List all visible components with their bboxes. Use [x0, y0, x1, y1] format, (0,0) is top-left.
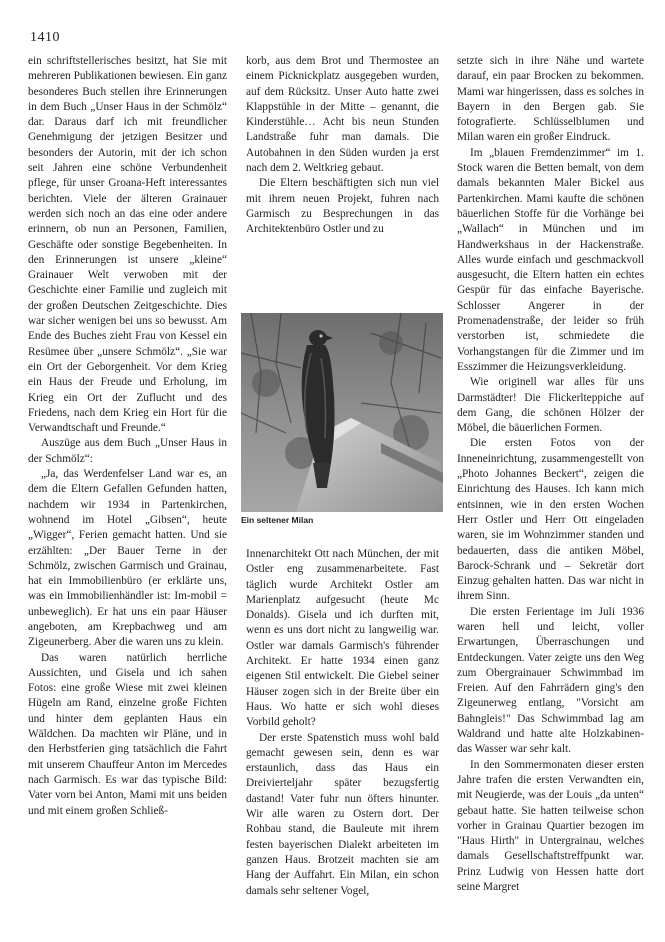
bird-photo-icon — [241, 313, 443, 512]
paragraph: Die ersten Fotos von der Inneneinrichtung, zusammengestellt von „Photo Johannes Beckert“, zeigen die Einrichtung des Hauses. Ich kann mich entsinnen, wie in den ersten Wochen Herr Ostler und Herr Ott eingeladen waren, sie im Wohnzimmer standen und bedauerten, dass die antiken Möbel, Barock-Schrank und – Sekretär dort Einzug gehalten hatten. Das war nicht in ihrem Sinn. — [457, 437, 644, 603]
paragraph: Der erste Spatenstich muss wohl bald gemacht gewesen sein, denn es war erstaunlich, dass das Haus ein Dreivierteljahr später bezugsfertig dastand! Vater fuhr nun öfters hinunter. Wir alle waren zu Ostern dort. Der Rohbau stand, die Bauleute mit ihrem festen bayerischen Dialekt arbeiteten im ganzen Haus. Brotzeit machten sie am Hang der Auffahrt. Ein Milan, ein schon damals sehr seltener Vogel, — [246, 731, 439, 897]
paragraph: Wie originell war alles für uns Darmstädter! Die Flickerlteppiche auf dem Gang, die schönen Hölzer der Möbel, die bäuerlichen Formen. — [457, 376, 644, 435]
text-column-2-bottom — [246, 547, 439, 899]
text-column-3 — [457, 54, 644, 895]
figure-caption: Ein seltener Milan — [241, 515, 314, 525]
paragraph: Die ersten Ferientage im Juli 1936 waren hell und leicht, voller Erwartungen, Überraschungen und Entdeckungen. Vater zeigte uns den Weg zum Obergrainauer Schwimmbad im Freien. Auf den Fahrrädern ging's den Zigeunerweg entlang, "Vorsicht am Bahngleis!" Das Schwimmbad lag am Waldrand und hatte alte Holzkabinen- das Wasser war sehr kalt. — [457, 605, 644, 756]
paragraph: ein schriftstellerisches besitzt, hat Sie mit mehreren Publikationen bewiesen. Ein ganz besonderes Buch stellen ihre Erinnerungen in dem Buch „Unser Haus in der Schmölz“ dar. Daraus darf ich mit freundlicher Genehmigung der jetzigen Besitzer und besonders der Autorin, mit der ich schon seit Jahren eine schöne Verbundenheit pflege, für unser Groana-Heft interessantes berichten. Viele der älteren Grainauer werden sich noch an das eine oder andere erinnern, ob nun an Personen, Familien, Geschäfte oder sonstige Begebenheiten. In den Erinnerungen ist unsere „kleine“ Grainauer Welt verwoben mit der Geschichte einer Familie und zugleich mit der großen Deutschen Zeitgeschichte. Dies war sicher wenigen bei uns so bewusst. Am Ende des Buches zieht Frau von Kessel ein Resümee über „unsere Schmölz“. „Sie war ein Ort der Geborgenheit. Vor dem Krieg ein Haus der Freude und Erholung, im Krieg ein Ort der Zuflucht und des Friedens, nach dem Krieg ein Hort für die Verwandtschaft und Freunde.“ — [28, 55, 227, 435]
paragraph: Auszüge aus dem Buch „Unser Haus in der Schmölz“: — [28, 437, 227, 465]
milan-photo — [241, 313, 443, 512]
paragraph: Das waren natürlich herrliche Aussichten, und Gisela und ich sahen Fotos: eine große Wiese mit zwei kleinen Hügeln am Rand, einzelne große Fichten und hinter dem geplanten Haus ein Wäldchen. Da machten wir Pläne, und in den Herbstferien ging tatsächlich die Fahrt mit unserem Chauffeur Anton im Mercedes nach Garmisch. Es war das typische Bild: Vater vorn bei Anton, Mami mit uns beiden und mit einem großen Schließ- — [28, 651, 227, 817]
paragraph: setzte sich in ihre Nähe und wartete darauf, ein paar Brocken zu bekommen. Mami war hingerissen, dass es solches in Bayern in den Bergen gab. Sie fotografierte. Schlüsselblumen und Milan waren ein großer Eindruck. — [457, 55, 644, 144]
paragraph: Die Eltern beschäftigten sich nun viel mit ihrem neuen Projekt, fuhren nach Garmisch zu Besprechungen in das Architektenbüro Ostler und zu — [246, 177, 439, 236]
text-column-2-top — [246, 54, 439, 238]
paragraph: In den Sommermonaten dieser ersten Jahre trafen die ersten Verwandten ein, mit Neugierde, was der Louis „da unten“ gebaut hatte. Sie hatten teilweise schon vorher in Grainau Quartier bezogen im "Haus Hirth" in Untergrainau, welches damals Gesellschaftstreffpunkt war. Prinz Ludwig von Hessen hatte dort seine Margret — [457, 758, 644, 894]
text-column-1 — [28, 54, 227, 819]
paragraph: „Ja, das Werdenfelser Land war es, an dem die Eltern Gefallen Gefunden hatten, nachdem wir 1934 in Partenkirchen, wohnend im Hotel „Gibsen“, heute „Wigger“, Ferien gemacht hatten. Und sie erzählten: „Der Bauer Terne in der Schmölz, zwischen Garmisch und Grainau, hat ein Immobilienbüro (er erklärte uns, was ein Immobilienhändler ist: Im-mobil = unbeweglich). Er hat uns ein paar Häuser angeboten, am Krepbachweg und am Zigeunerberg. Aber die waren uns zu klein. — [28, 468, 227, 649]
paragraph: Im „blauen Fremdenzimmer“ im 1. Stock waren die Betten bemalt, von dem damals bekannten Maler Bickel aus Partenkirchen. Mami kaufte die schönen bäuerlichen Stoffe für die Vorhänge bei „Wallach“ in München und im Handwerkshaus in der Hackenstraße. Alles wurde einfach und geschmackvoll ausgesucht, die Eltern hatten ein echtes Gespür für das einfache Bayerische. Schlosser Angerer in der Promenadenstraße, der leider so früh verstorben ist, schmiedete die Vorhangstangen für die Zimmer und im Esszimmer die Heizungsverkleidung. — [457, 146, 644, 373]
paragraph: Innenarchitekt Ott nach München, der mit Ostler eng zusammenarbeitete. Fast täglich wurde Architekt Ostler am Marienplatz aufgesucht (heute Mc Donalds). Gisela und ich durften mit, wenn es uns dort nicht zu langweilig war. Ostler war damals Garmisch's führender Architekt. Er hatte 1934 einen ganz eigenen Stil entwickelt. Die Giebel seiner Häuser zogen sich in der Breite über ein Haus. Wo hatte er sich wohl dieses Vorbild geholt? — [246, 548, 439, 729]
paragraph: korb, aus dem Brot und Thermostee an einem Picknickplatz ausgegeben wurden, auf dem Rücksitz. Unser Auto hatte zwei Klappstühle in der Mitte – genannt, die Kinderstühle… Acht bis neun Stunden Landstraße fuhr man damals. Die Autobahnen in den Süden wurden ja erst nach dem 2. Weltkrieg gebaut. — [246, 55, 439, 175]
page-number: 1410 — [30, 30, 60, 45]
